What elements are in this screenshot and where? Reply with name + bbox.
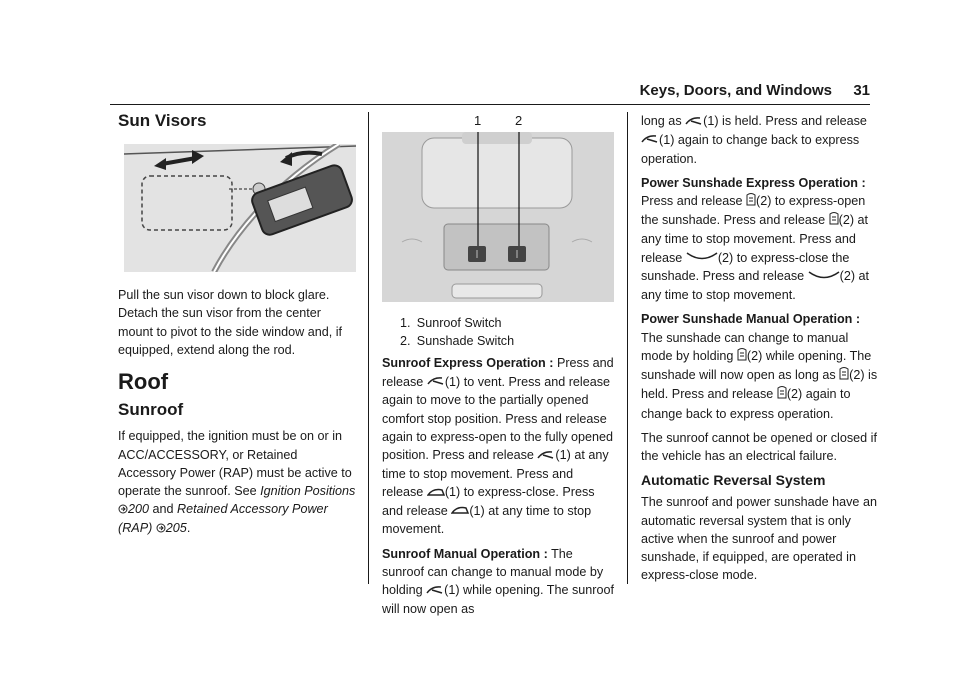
callout-1: 1 [474,113,482,128]
overhead-console-illustration [382,112,614,302]
sunshade-open-icon [746,192,756,211]
sunshade-express-term: Power Sunshade Express Operation : [641,175,866,190]
express-operation-term: Sunroof Express Operation : [382,356,554,371]
text: (2) to express-close the sunshade. Press and release [641,250,850,284]
text: (1) again to change back to express operation. [641,132,860,166]
text: Press and release [641,193,743,208]
text: (1) to vent. Press and release again to move to the partially opened comfort stop position. Press and release again to express-open to the fully opened position. Press and release [382,374,614,462]
page-ref-icon [118,501,128,519]
text: (2) at any time to stop movement. [641,269,870,303]
text: long as [641,114,682,128]
sunroof-heading: Sunroof [118,400,184,420]
visor-paragraph: Pull the sun visor down to block glare. Detach the sun visor from the center mount to pivot to the side window and, if equipped, extend along the rod. [118,288,343,357]
text: (1) at any time to stop movement. [382,503,592,537]
callout-2: 2 [515,113,523,128]
column-2 [382,112,616,624]
manual-continued-paragraph [641,112,879,168]
text: (1) at any time to stop movement. Press and release [382,447,609,499]
sunroof-paragraph [118,427,356,537]
rap-link[interactable]: Retained Accessory Power (RAP) [118,502,328,535]
text: The sunroof can change to manual mode by holding [382,546,604,598]
sunshade-manual-paragraph [641,310,879,422]
caption-item: 2. Sunshade Switch [400,334,515,349]
manual-operation-paragraph [382,545,616,618]
column-divider [627,112,628,584]
sunroof-close-icon [451,502,469,520]
text: Press and release [382,356,614,389]
caption-item: 1. Sunroof Switch [400,316,502,330]
roof-heading: Roof [118,369,169,395]
column-3 [641,112,879,590]
sunroof-vent-icon [641,131,659,149]
column-divider [368,112,369,584]
page-ref-2: 205 [165,521,187,535]
figure-captions [382,314,616,350]
page-number: 31 [853,82,870,99]
sunroof-text: If equipped, the ignition must be on or in ACC/ACCESSORY, or Retained Accessory Power (RAP) must be active to operate the sunroof. See [118,429,352,499]
text: (1) to express-close. Press and release [382,484,595,518]
text: The sunshade can change to manual mode by holding [641,330,849,363]
column-1 [118,112,356,544]
sun-visor-illustration [124,144,356,272]
ignition-positions-link[interactable]: Ignition Positions [260,484,356,499]
automatic-reversal-heading: Automatic Reversal System [641,472,826,489]
sunshade-open-icon [829,211,839,230]
sunshade-close-icon [808,268,840,286]
text: (1) is held. Press and release [703,114,867,128]
page-ref-1: 200 [128,502,150,517]
text: (2) to express-open the sunshade. Press and release [641,193,866,228]
page-ref-icon [156,520,166,538]
sunroof-vent-icon [685,113,703,131]
sunroof-close-icon [427,484,445,502]
header-rule [110,104,870,105]
sunshade-open-icon [839,366,849,385]
sunshade-open-icon [777,385,787,404]
sunroof-vent-icon [427,373,445,391]
text: (2) again to change back to express operation. [641,387,851,421]
sunshade-express-paragraph [641,174,879,305]
electrical-failure-paragraph: The sunroof cannot be opened or closed if the vehicle has an electrical failure. [641,430,877,464]
text: (2) while opening. The sunshade will now open as long as [641,348,872,383]
sunroof-vent-icon [426,582,444,600]
sunshade-manual-term: Power Sunshade Manual Operation : [641,312,861,327]
section-title: Sun Visors [118,111,207,130]
manual-operation-term: Sunroof Manual Operation : [382,546,548,561]
and-text: and [149,502,174,517]
sunroof-vent-icon [537,447,555,465]
express-operation-paragraph [382,354,616,538]
sunshade-close-icon [686,249,718,267]
sunshade-open-icon [737,347,747,366]
page-header [0,82,960,106]
text: (2) at any time to stop movement. Press and release [641,213,869,265]
text: (1) while opening. The sunroof will now open as [382,583,615,616]
chapter-title: Keys, Doors, and Windows [639,82,832,99]
automatic-reversal-paragraph: The sunroof and power sunshade have an automatic reversal system that is only active when the sunroof and power sunshade, if equipped, are operated in express-close mode. [641,495,877,583]
period: . [186,521,191,535]
text: (2) is held. Press and release [641,368,878,402]
